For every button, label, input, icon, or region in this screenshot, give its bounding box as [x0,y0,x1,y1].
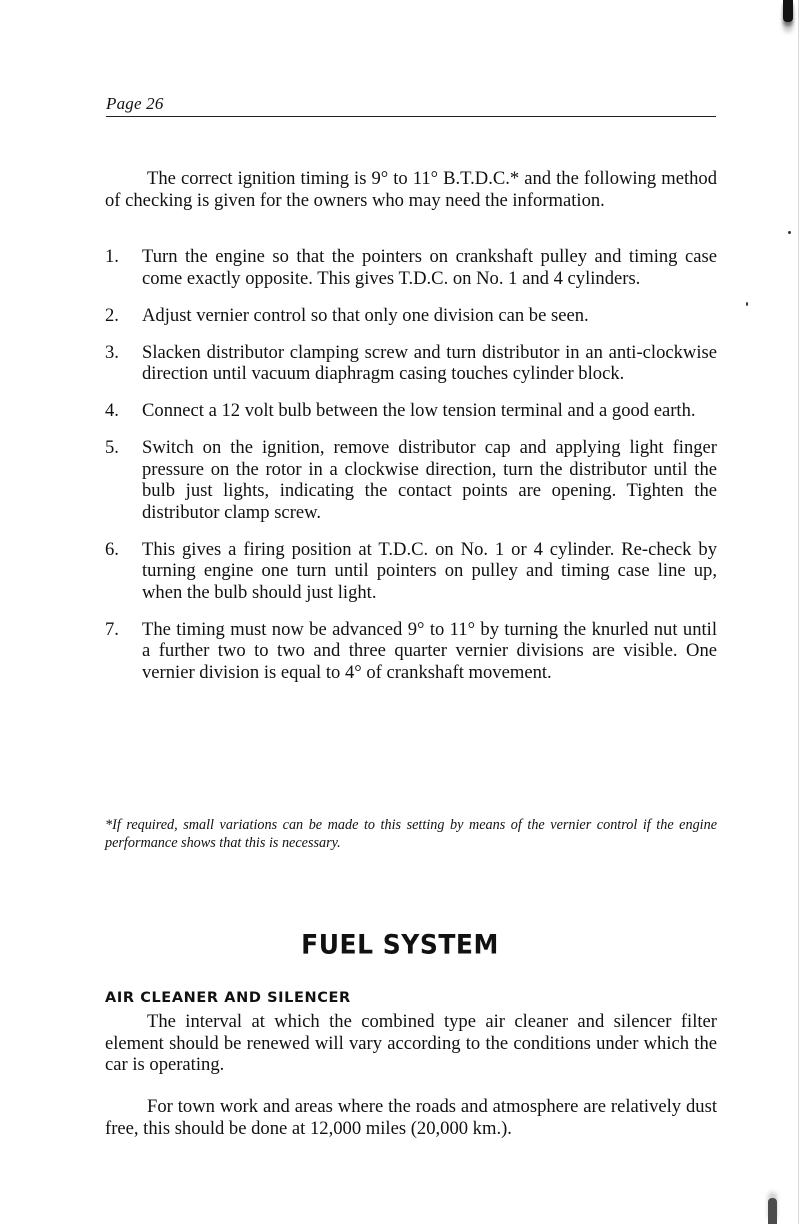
step-text: This gives a firing position at T.D.C. on No. 1 or 4 cylinder. Re-check by turning engine one turn until pointers on pulley and timing case line up, when the bulb should just light. [142,538,717,603]
intro-paragraph: The correct ignition timing is 9° to 11° B.T.D.C.* and the following method of checking is given for the owners who may need the information. [105,168,717,211]
scan-speck [746,302,748,306]
step-text: The timing must now be advanced 9° to 11° by turning the knurled nut until a further two to two and three quarter vernier divisions are visible. One vernier division is equal to 4° of crankshaft movement. [142,618,717,683]
page-edge [798,0,799,1224]
step-text: Switch on the ignition, remove distributor cap and applying light finger pressure on the rotor in a clockwise direction, turn the distributor until the bulb just lights, indicating the contact points are opening. Tighten the distributor clamp screw. [142,437,717,523]
step-number: 2. [105,304,119,326]
step-number: 3. [105,341,119,363]
service-interval-paragraph: For town work and areas where the roads and atmosphere are relatively dust free, this should be done at 12,000 miles (20,000 km.). [105,1096,717,1139]
page-header [106,94,716,118]
step-item [105,539,717,604]
step-item [105,619,717,684]
step-item [105,400,717,422]
step-text: Connect a 12 volt bulb between the low tension terminal and a good earth. [142,400,696,421]
subsection-title: AIR CLEANER AND SILENCER [105,990,351,1006]
step-number: 7. [105,618,119,640]
step-number: 5. [105,437,119,458]
step-number: 1. [105,246,119,267]
scan-speck [788,231,791,234]
step-text: Adjust vernier control so that only one division can be seen. [142,304,589,326]
step-item [105,342,717,385]
header-rule [106,116,716,117]
step-number: 6. [105,538,119,560]
step-item [105,246,717,289]
scan-artifact-bottom [768,1198,777,1224]
page-number: Page 26 [106,94,164,113]
footnote: *If required, small variations can be made to this setting by means of the vernier control if the engine performance shows that this is necessary. [105,817,717,851]
step-item [105,437,717,523]
section-title: FUEL SYSTEM [301,929,499,960]
step-item [105,305,717,327]
air-cleaner-paragraph: The interval at which the combined type air cleaner and silencer filter element should be renewed will vary according to the conditions under which the car is operating. [105,1011,717,1075]
timing-steps-list [105,246,717,699]
step-text: Turn the engine so that the pointers on crankshaft pulley and timing case come exactly opposite. This gives T.D.C. on No. 1 and 4 cylinders. [142,246,717,289]
step-number: 4. [105,400,119,421]
step-text: Slacken distributor clamping screw and turn distributor in an anti-clockwise direction until vacuum diaphragm casing touches cylinder block. [142,341,717,384]
scan-artifact-top [783,0,793,22]
